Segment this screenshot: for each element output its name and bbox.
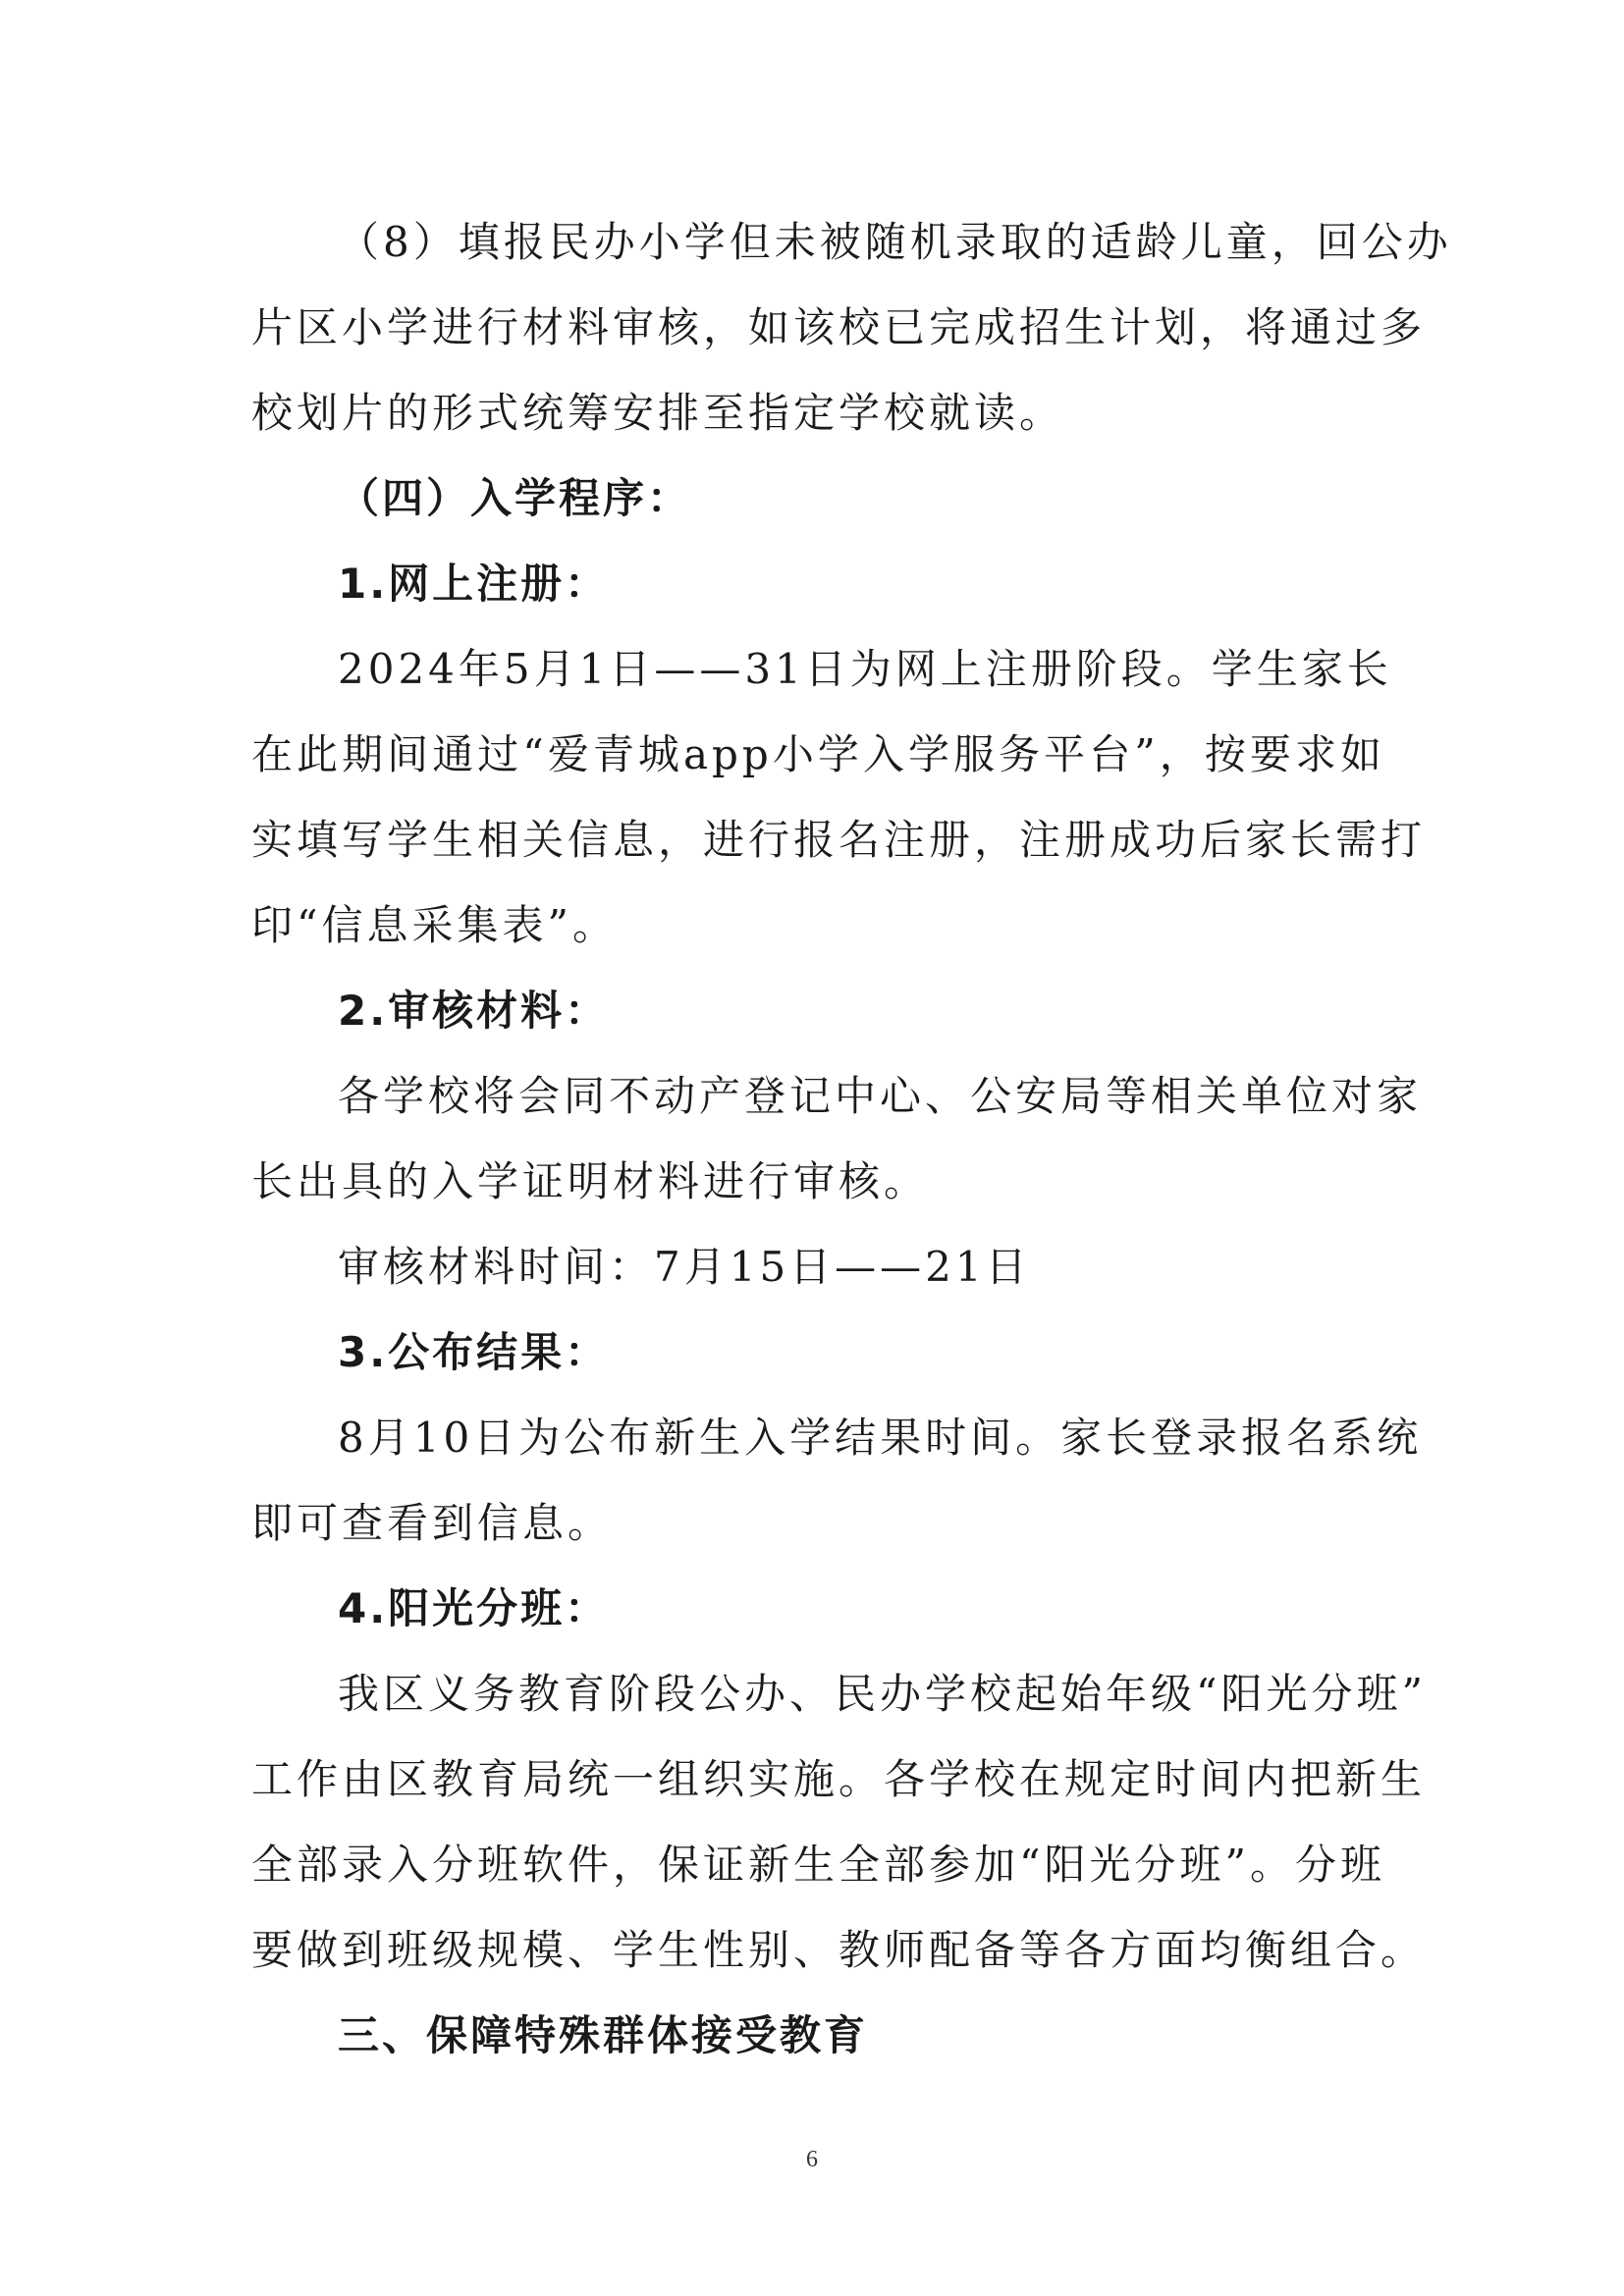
class-assignment-line-3: 全部录入分班软件，保证新生全部参加“阳光分班”。分班 bbox=[251, 1841, 1385, 1889]
paragraph-8-line-3: 校划片的形式统筹安排至指定学校就读。 bbox=[251, 389, 1065, 437]
class-assignment-line-2: 工作由区教育局统一组织实施。各学校在规定时间内把新生 bbox=[251, 1755, 1427, 1803]
paragraph-8-line-1: （8）填报民办小学但未被随机录取的适龄儿童，回公办 bbox=[338, 218, 1452, 266]
results-line-2: 即可查看到信息。 bbox=[251, 1499, 614, 1547]
step-heading-review-materials: 2.审核材料： bbox=[338, 987, 610, 1035]
page-number: 6 bbox=[806, 2147, 818, 2172]
results-line-1: 8月10日为公布新生入学结果时间。家长登录报名系统 bbox=[338, 1414, 1423, 1462]
registration-line-3: 实填写学生相关信息，进行报名注册，注册成功后家长需打 bbox=[251, 816, 1427, 864]
class-assignment-line-1: 我区义务教育阶段公办、民办学校起始年级“阳光分班” bbox=[338, 1670, 1427, 1718]
paragraph-8-line-2: 片区小学进行材料审核，如该校已完成招生计划，将通过多 bbox=[251, 303, 1427, 351]
registration-line-4: 印“信息采集表”。 bbox=[251, 901, 618, 949]
review-line-1: 各学校将会同不动产登记中心、公安局等相关单位对家 bbox=[338, 1072, 1423, 1120]
step-heading-sunshine-class-assignment: 4.阳光分班： bbox=[338, 1584, 610, 1632]
registration-line-2: 在此期间通过“爱青城app小学入学服务平台”，按要求如 bbox=[251, 730, 1385, 778]
review-line-2: 长出具的入学证明材料进行审核。 bbox=[251, 1157, 930, 1205]
review-time: 审核材料时间：7月15日——21日 bbox=[338, 1243, 1031, 1291]
step-heading-online-registration: 1.网上注册： bbox=[338, 560, 610, 608]
class-assignment-line-4: 要做到班级规模、学生性别、教师配备等各方面均衡组合。 bbox=[251, 1926, 1427, 1974]
registration-line-1: 2024年5月1日——31日为网上注册阶段。学生家长 bbox=[338, 645, 1392, 693]
section-heading-enrollment-procedure: （四）入学程序： bbox=[338, 474, 692, 522]
section-heading-special-groups: 三、保障特殊群体接受教育 bbox=[338, 2011, 869, 2059]
step-heading-publish-results: 3.公布结果： bbox=[338, 1328, 610, 1376]
